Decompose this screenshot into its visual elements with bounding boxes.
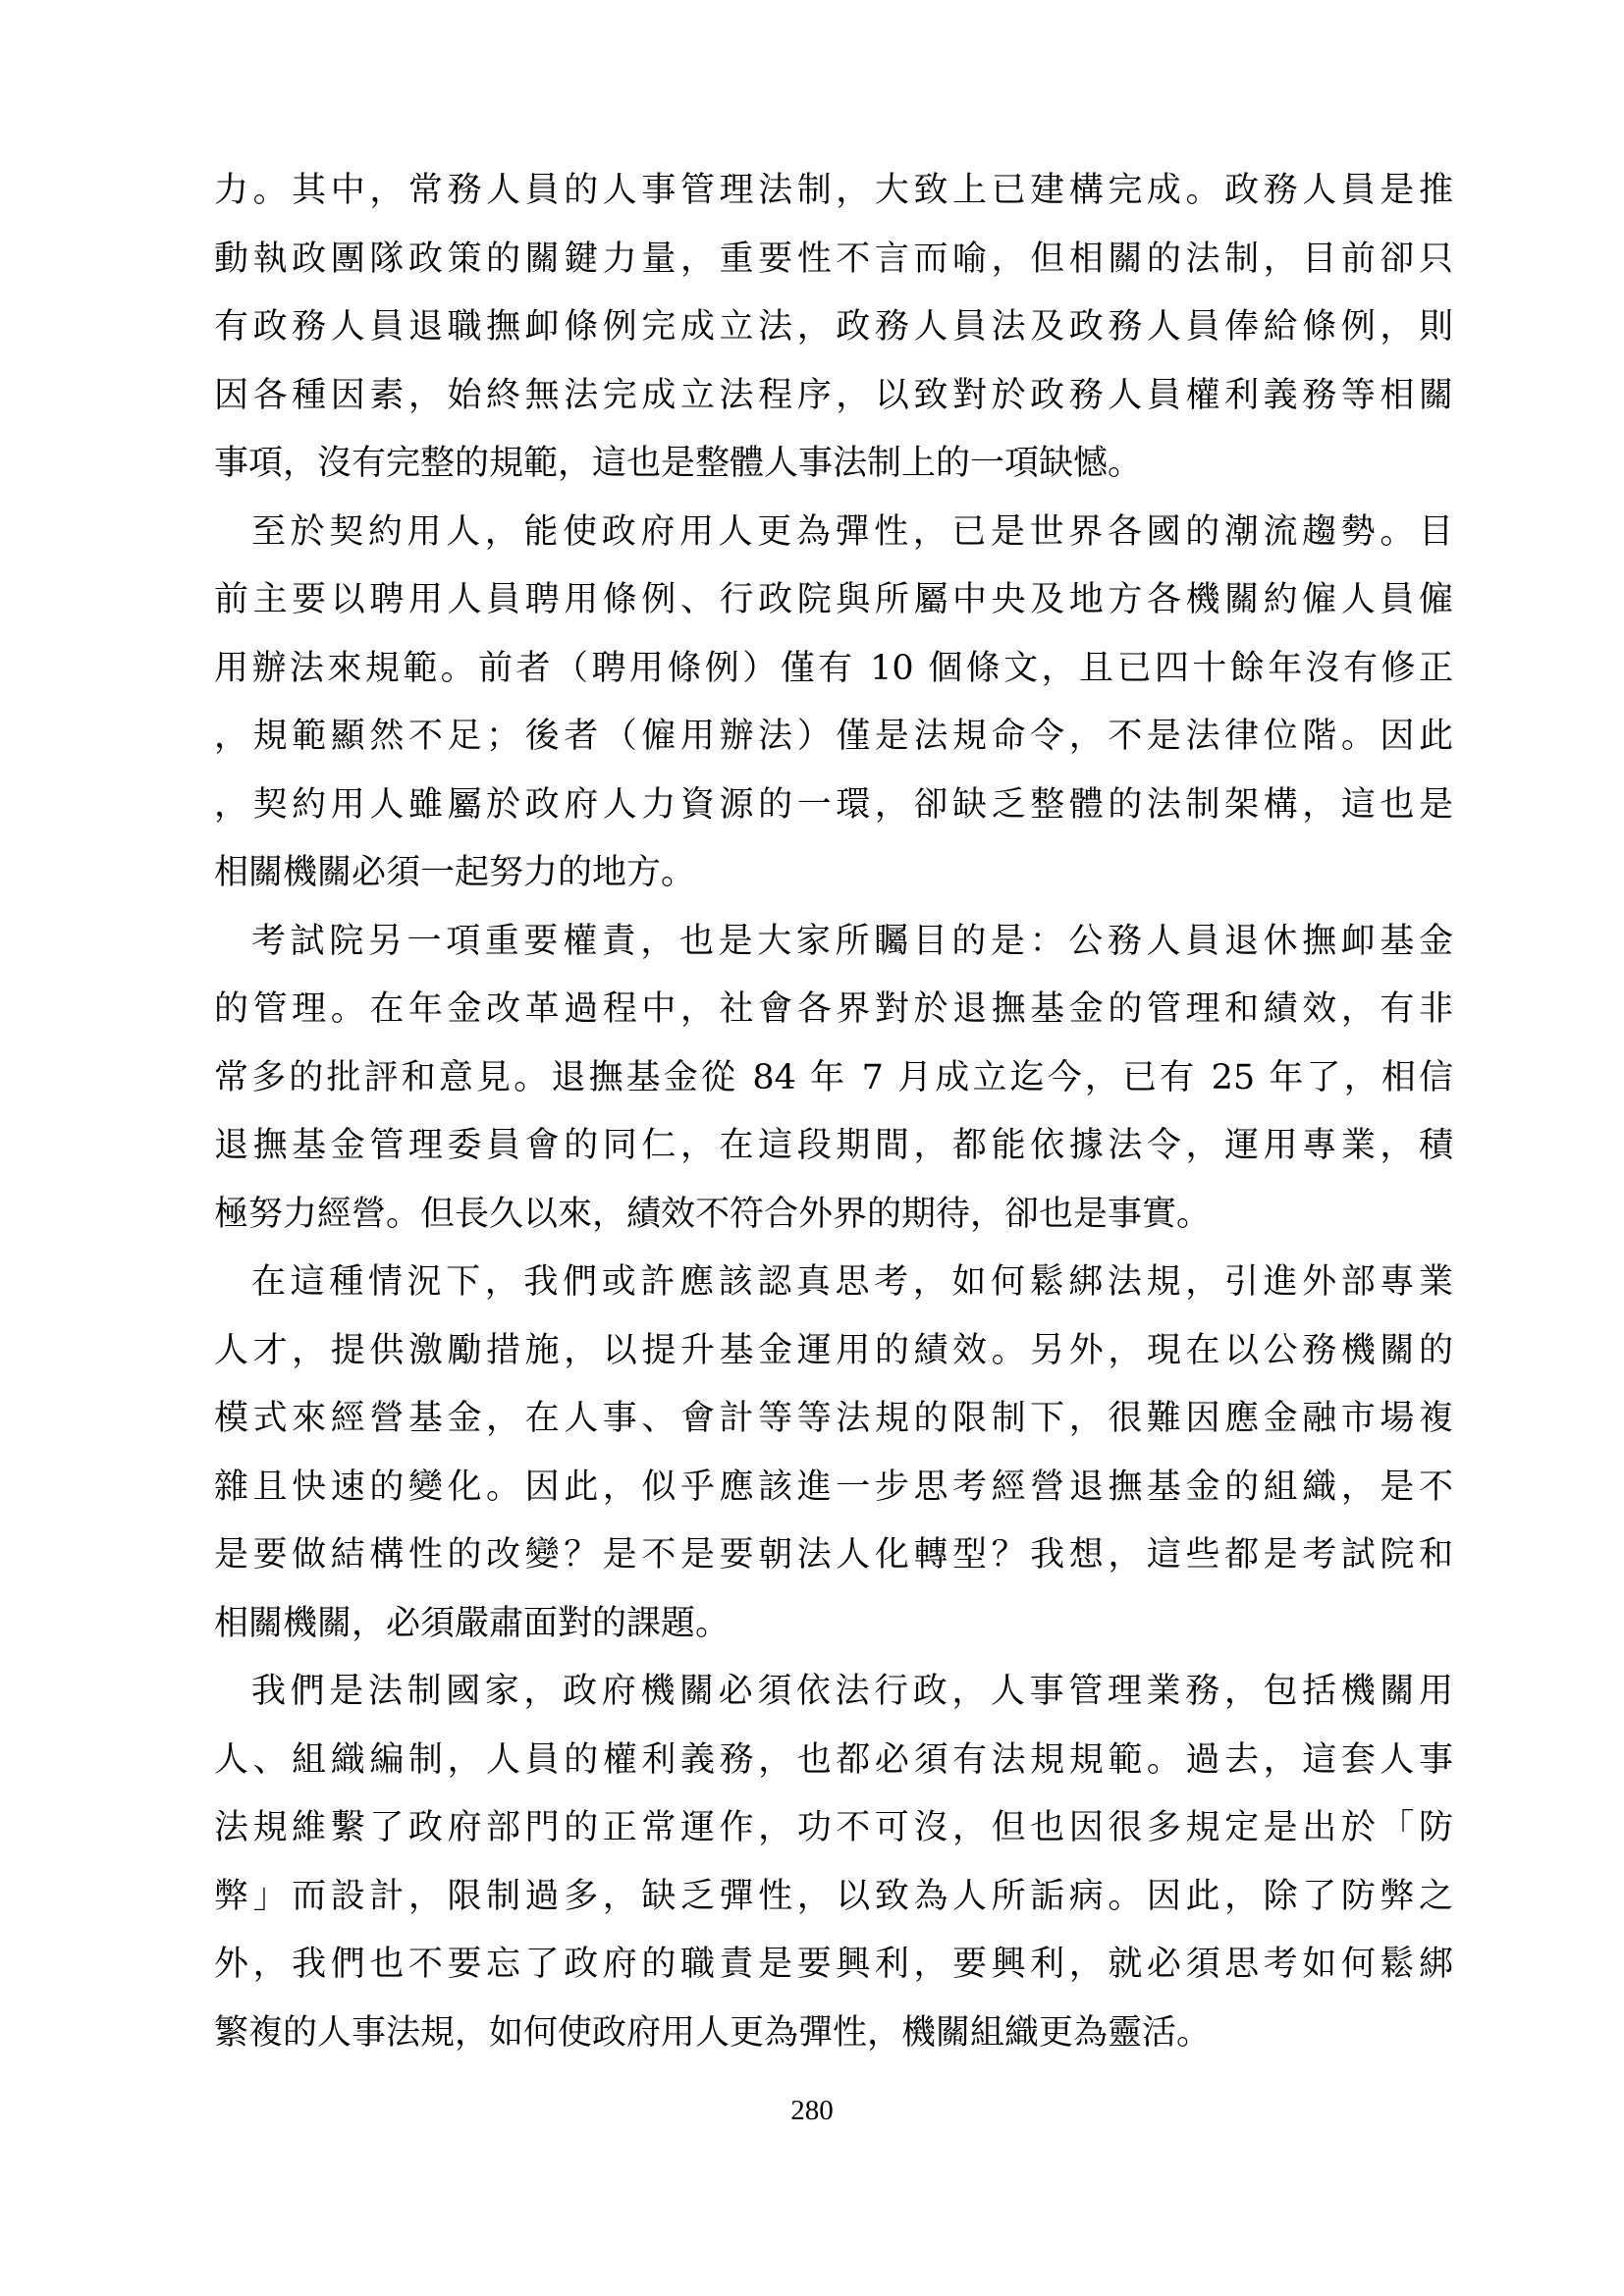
body-text <box>214 157 1453 2067</box>
text-line: 事項，沒有完整的規範，這也是整體人事法制上的一項缺憾。 <box>214 444 1143 483</box>
text-line: 模式來經營基金，在人事、會計等等法規的限制下，很難因應金融市場複 <box>214 1399 1453 1438</box>
text-line: 人、組織編制，人員的權利義務，也都必須有法規規範。過去，這套人事 <box>214 1739 1453 1780</box>
text-line: 法規維繫了政府部門的正常運作，功不可沒，但也因很多規定是出於「防 <box>214 1808 1453 1847</box>
paragraph-4 <box>214 1249 1453 1658</box>
text-line: 考試院另一項重要權責，也是大家所矚目的是：公務人員退休撫卹基金 <box>251 921 1453 961</box>
text-line: 我們是法制國家，政府機關必須依法行政，人事管理業務，包括機關用 <box>251 1672 1453 1711</box>
text-line: 因各種因素，始終無法完成立法程序，以致對於政務人員權利義務等相關 <box>214 375 1453 415</box>
text-line: 前主要以聘用人員聘用條例、行政院與所屬中央及地方各機關約僱人員僱 <box>214 580 1453 619</box>
paragraph-1 <box>214 157 1453 499</box>
text-line: 動執政團隊政策的關鍵力量，重要性不言而喻，但相關的法制，目前卻只 <box>214 239 1453 279</box>
text-line: ，規範顯然不足；後者（僱用辦法）僅是法規命令，不是法律位階。因此 <box>214 717 1453 756</box>
text-line: 雜且快速的變化。因此，似乎應該進一步思考經營退撫基金的組織，是不 <box>214 1467 1453 1507</box>
text-line: 至於契約用人，能使政府用人更為彈性，已是世界各國的潮流趨勢。目 <box>251 511 1453 552</box>
text-line: 常多的批評和意見。退撫基金從 84 年 7 月成立迄今，已有 25 年了，相信 <box>214 1057 1453 1097</box>
text-line: 是要做結構性的改變？是不是要朝法人化轉型？我想，這些都是考試院和 <box>214 1535 1453 1575</box>
text-line: 退撫基金管理委員會的同仁，在這段期間，都能依據法令，運用專業，積 <box>214 1126 1453 1165</box>
text-line: ，契約用人雖屬於政府人力資源的一環，卻缺乏整體的法制架構，這也是 <box>214 784 1453 825</box>
paragraph-5 <box>214 1658 1453 2067</box>
text-line: 相關機關必須一起努力的地方。 <box>214 853 696 892</box>
paragraph-2 <box>214 499 1453 908</box>
text-line: 外，我們也不要忘了政府的職責是要興利，要興利，就必須思考如何鬆綁 <box>214 1945 1453 1984</box>
text-line: 的管理。在年金改革過程中，社會各界對於退撫基金的管理和績效，有非 <box>214 989 1453 1029</box>
page-number: 280 <box>790 2095 834 2126</box>
text-line: 在這種情況下，我們或許應該認真思考，如何鬆綁法規，引進外部專業 <box>251 1262 1453 1302</box>
text-line: 有政務人員退職撫卹條例完成立法，政務人員法及政務人員俸給條例，則 <box>214 307 1453 347</box>
text-line: 繁複的人事法規，如何使政府用人更為彈性，機關組織更為靈活。 <box>214 2012 1212 2053</box>
paragraph-3 <box>214 908 1453 1250</box>
text-line: 相關機關，必須嚴肅面對的課題。 <box>214 1603 731 1643</box>
text-line: 人才，提供激勵措施，以提升基金運用的績效。另外，現在以公務機關的 <box>214 1330 1453 1370</box>
text-line: 用辦法來規範。前者（聘用條例）僅有 10 個條文，且已四十餘年沒有修正 <box>214 648 1453 688</box>
text-line: 極努力經營。但長久以來，績效不符合外界的期待，卻也是事實。 <box>214 1194 1212 1234</box>
text-line: 弊」而設計，限制過多，缺乏彈性，以致為人所詬病。因此，除了防弊之 <box>214 1876 1453 1916</box>
text-line: 力。其中，常務人員的人事管理法制，大致上已建構完成。政務人員是推 <box>214 171 1453 210</box>
